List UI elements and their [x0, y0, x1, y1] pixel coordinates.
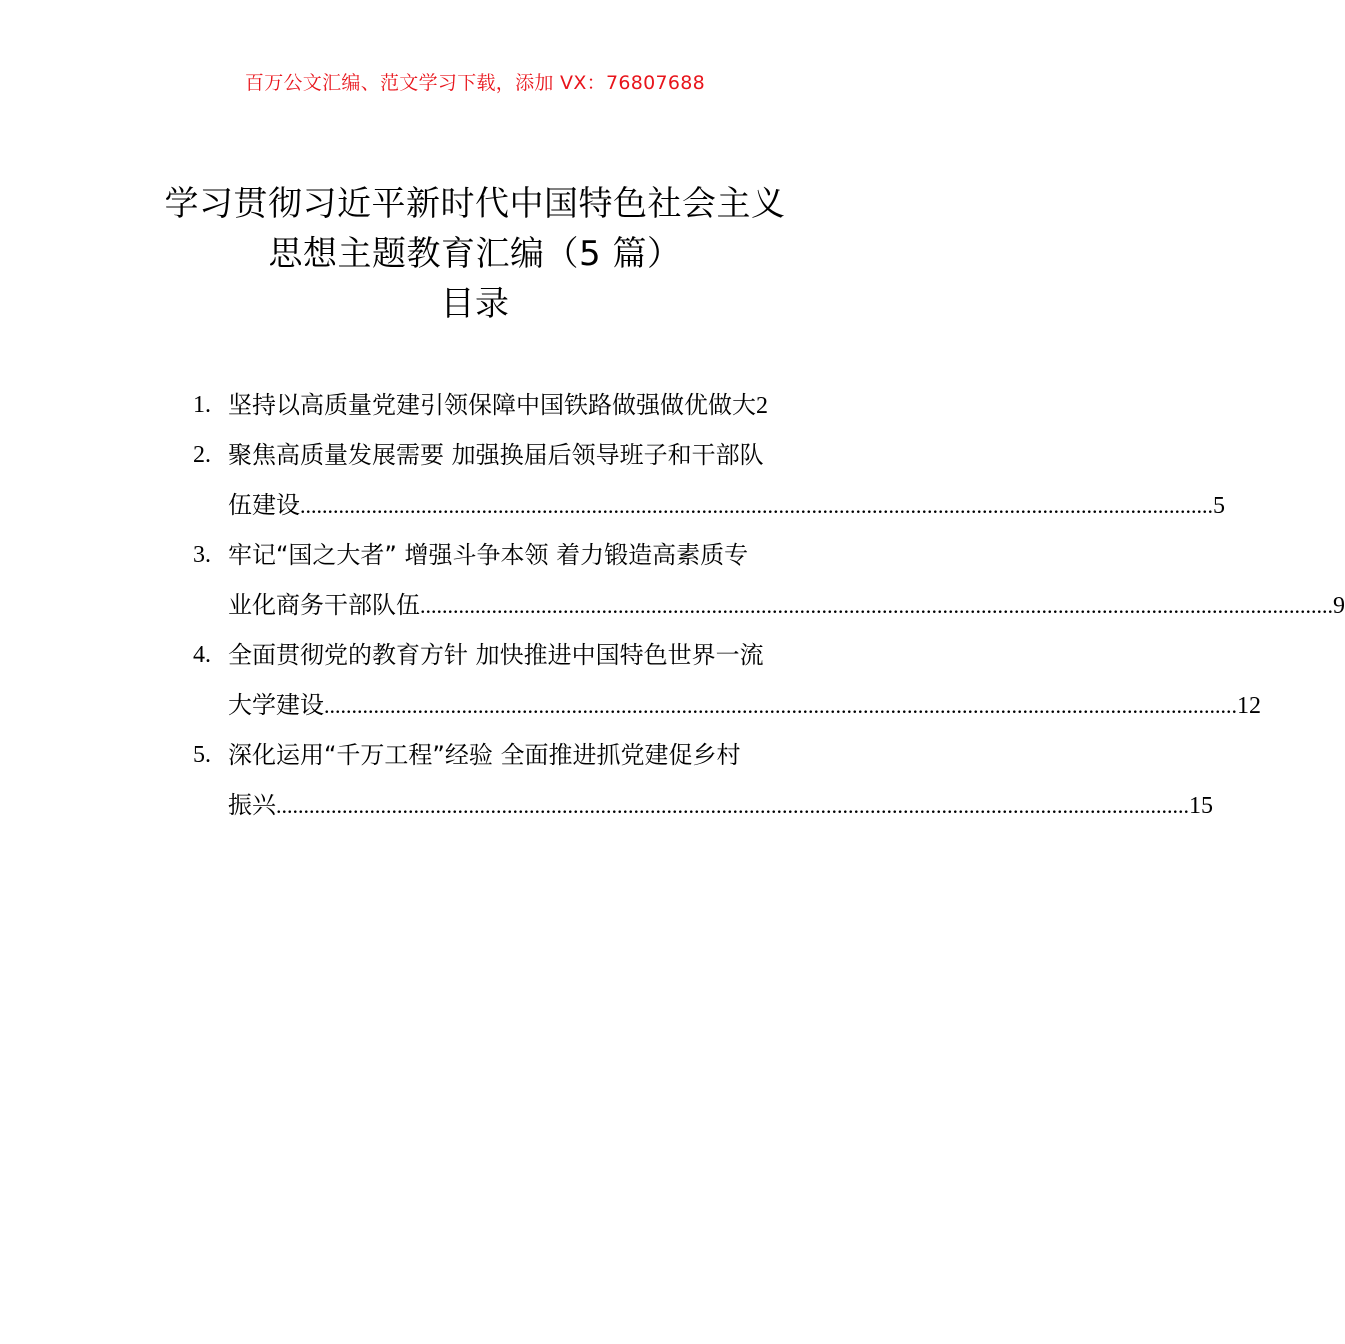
toc-entry-page: 2	[756, 393, 768, 419]
toc-leader-dots	[420, 581, 1333, 631]
toc-entry-number: 3.	[193, 542, 211, 568]
toc-entry-1[interactable]	[185, 380, 805, 430]
toc-entry-title-cont: 大学建设	[228, 691, 324, 719]
toc-entry-number: 2.	[193, 442, 211, 468]
toc-heading: 目录	[440, 284, 510, 324]
toc-leader-dots	[324, 681, 1237, 731]
toc-entry-3[interactable]	[185, 530, 1345, 630]
document-title-line-2: 思想主题教育汇编（5 篇）	[268, 234, 682, 274]
toc-leader-dots	[300, 481, 1213, 531]
toc-entry-title-cont: 伍建设	[228, 491, 300, 519]
toc-entry-title: 牢记“国之大者” 增强斗争本领 着力锻造高素质专	[228, 541, 749, 569]
toc-entry-title: 坚持以高质量党建引领保障中国铁路做强做优做大	[228, 391, 756, 419]
toc-entry-title: 全面贯彻党的教育方针 加快推进中国特色世界一流	[228, 641, 764, 669]
toc-entry-page: 9	[1333, 593, 1345, 619]
document-title-line-1: 学习贯彻习近平新时代中国特色社会主义	[164, 184, 786, 224]
toc-entry-page: 12	[1237, 693, 1261, 719]
toc-entry-number: 5.	[193, 742, 211, 768]
toc-entry-title-cont: 振兴	[228, 791, 276, 819]
toc-entry-page: 15	[1189, 793, 1213, 819]
toc-entry-number: 4.	[193, 642, 211, 668]
toc-entry-title-cont: 业化商务干部队伍	[228, 591, 420, 619]
header-watermark: 百万公文汇编、范文学习下载，添加 VX：76807688	[244, 72, 706, 94]
toc-entry-2[interactable]	[185, 430, 1225, 530]
toc-entry-4[interactable]	[185, 630, 1261, 730]
table-of-contents	[185, 380, 1345, 830]
toc-entry-title: 聚焦高质量发展需要 加强换届后领导班子和干部队	[228, 441, 764, 469]
toc-entry-number: 1.	[193, 392, 211, 418]
toc-entry-page: 5	[1213, 493, 1225, 519]
toc-entry-title: 深化运用“千万工程”经验 全面推进抓党建促乡村	[228, 741, 741, 769]
toc-leader-dots	[276, 781, 1189, 831]
toc-entry-5[interactable]	[185, 730, 1213, 830]
